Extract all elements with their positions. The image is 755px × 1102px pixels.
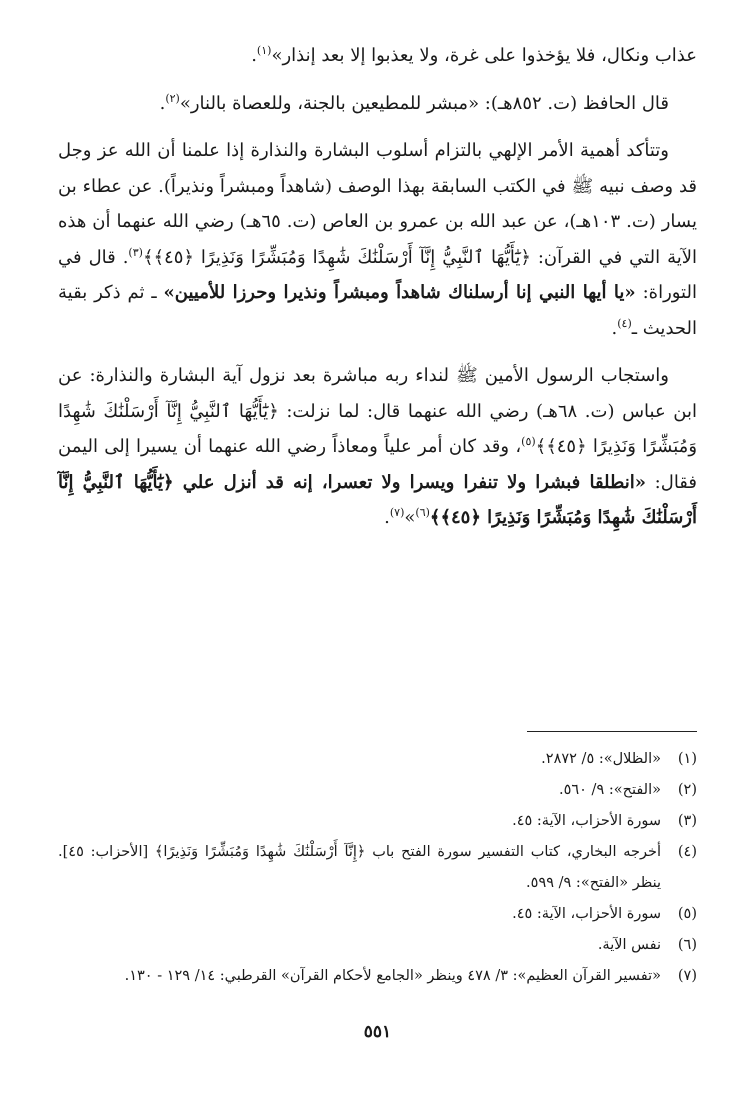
footnote-text: سورة الأحزاب، الآية: ٤٥. — [512, 813, 661, 829]
footnote-number: (٣) — [677, 813, 697, 829]
footnote-text: «الظلال»: ٥/ ٢٨٧٢. — [541, 751, 661, 767]
text-segment: قال الحافظ (ت. ٨٥٢هـ): «مبشر للمطيعين بالجنة، وللعصاة بالنار» — [179, 92, 669, 114]
footnote-marker: (٤) — [617, 316, 632, 330]
footnote-number: (٤) — [677, 844, 697, 860]
footnote — [58, 744, 697, 775]
footnote-text: «الفتح»: ٩/ ٥٦٠. — [558, 782, 661, 798]
footnotes — [58, 744, 697, 992]
main-text — [58, 38, 697, 548]
footnote-marker: (٦) — [415, 506, 430, 519]
footnote-number: (٢) — [677, 782, 697, 798]
footnote-number: (٧) — [677, 968, 697, 984]
footnote — [58, 961, 697, 992]
footnote-separator — [527, 731, 697, 732]
text-segment: . — [159, 92, 166, 114]
text-segment: . — [384, 507, 390, 528]
footnote-text: «تفسير القرآن العظيم»: ٣/ ٤٧٨ وينظر «الجامع لأحكام القرآن» القرطبي: ١٤/ ١٢٩ - ١٣٠. — [124, 968, 661, 984]
footnote-marker: (٥) — [521, 435, 536, 448]
bold-text: «يا أيها النبي إنا أرسلناك شاهداً ومبشراً ونذيرا وحرزا للأميين» — [163, 282, 636, 303]
footnote — [58, 806, 697, 837]
footnote-number: (٥) — [677, 906, 697, 922]
footnote — [58, 899, 697, 930]
text-segment: ـ ثم ذكر بقية الحديث ـ — [58, 282, 697, 339]
text-segment: وتتأكد أهمية الأمر الإلهي بالتزام أسلوب البشارة والنذارة إذا علمنا أن الله عز وجل قد وصف نبيه ﷺ في الكتب السابقة بهذا الوصف (شاهداً ومبشراً ونذيراً). عن عطاء بن يسار (ت. ١٠٣هـ)، عن عبد الله بن عمرو بن العاص (ت. ٦٥هـ) رضي الله عنهما أن هذه الآية التي في القرآن: ﴿يَٰٓأَيُّهَا ٱلنَّبِيُّ إِنَّآ أَرْسَلْنَٰكَ شَٰهِدًا وَمُبَشِّرًا وَنَذِيرًا ﴿٤٥﴾﴾ — [58, 140, 697, 268]
page-number: ٥٥١ — [363, 1022, 392, 1042]
footnote — [58, 837, 697, 899]
text-segment: . — [251, 45, 257, 66]
bold-text: «انطلقا فبشرا ولا تنفرا ويسرا ولا تعسرا، إنه قد أنزل علي ﴿يَٰٓأَيُّهَا ٱلنَّبِيُّ إِنَّآ أَرْسَلْنَٰكَ شَٰهِدًا وَمُبَشِّرًا وَنَذِيرًا ﴿٤٥﴾﴾ — [58, 471, 697, 528]
text-segment: واستجاب الرسول الأمين ﷺ لنداء ربه مباشرة بعد نزول آية البشارة والنذارة: عن ابن عباس (ت. ٦٨هـ) رضي الله عنهما قال: لما نزلت: ﴿يَٰٓأَيُّهَا ٱلنَّبِيُّ إِنَّآ أَرْسَلْنَٰكَ شَٰهِدًا وَمُبَشِّرًا وَنَذِيرًا ﴿٤٥﴾﴾ — [58, 365, 698, 457]
footnote-marker: (١) — [256, 44, 272, 57]
footnote-marker: (٣) — [128, 245, 143, 259]
paragraph — [58, 133, 697, 346]
footnote — [58, 775, 697, 806]
paragraph — [58, 358, 697, 536]
footnote — [58, 930, 697, 961]
footnote-text: سورة الأحزاب، الآية: ٤٥. — [512, 906, 661, 922]
text-segment: عذاب ونكال، فلا يؤخذوا على غرة، ولا يعذبوا إلا بعد إنذار» — [271, 45, 697, 66]
paragraph — [58, 86, 697, 122]
text-segment: » — [404, 507, 416, 528]
footnote-marker: (٢) — [165, 91, 180, 105]
footnote-number: (١) — [677, 751, 697, 767]
text-segment: . قال في التوراة: — [58, 246, 697, 303]
footnote-text: نفس الآية. — [597, 937, 661, 953]
footnote-number: (٦) — [677, 937, 697, 953]
text-segment: . — [611, 317, 618, 339]
footnote-text: أخرجه البخاري، كتاب التفسير سورة الفتح باب ﴿إِنَّآ أَرْسَلْنَٰكَ شَٰهِدًا وَمُبَشِّرًا وَنَذِيرًا﴾ [الأحزاب: ٤٥]. ينظر «الفتح»: ٩/ ٥٩٩. — [58, 844, 661, 891]
footnote-marker: (٧) — [389, 506, 405, 519]
text-segment: ، وقد كان أمر علياً ومعاذاً رضي الله عنهما أن يسيرا إلى اليمن فقال: — [58, 436, 698, 493]
paragraph — [58, 38, 697, 74]
